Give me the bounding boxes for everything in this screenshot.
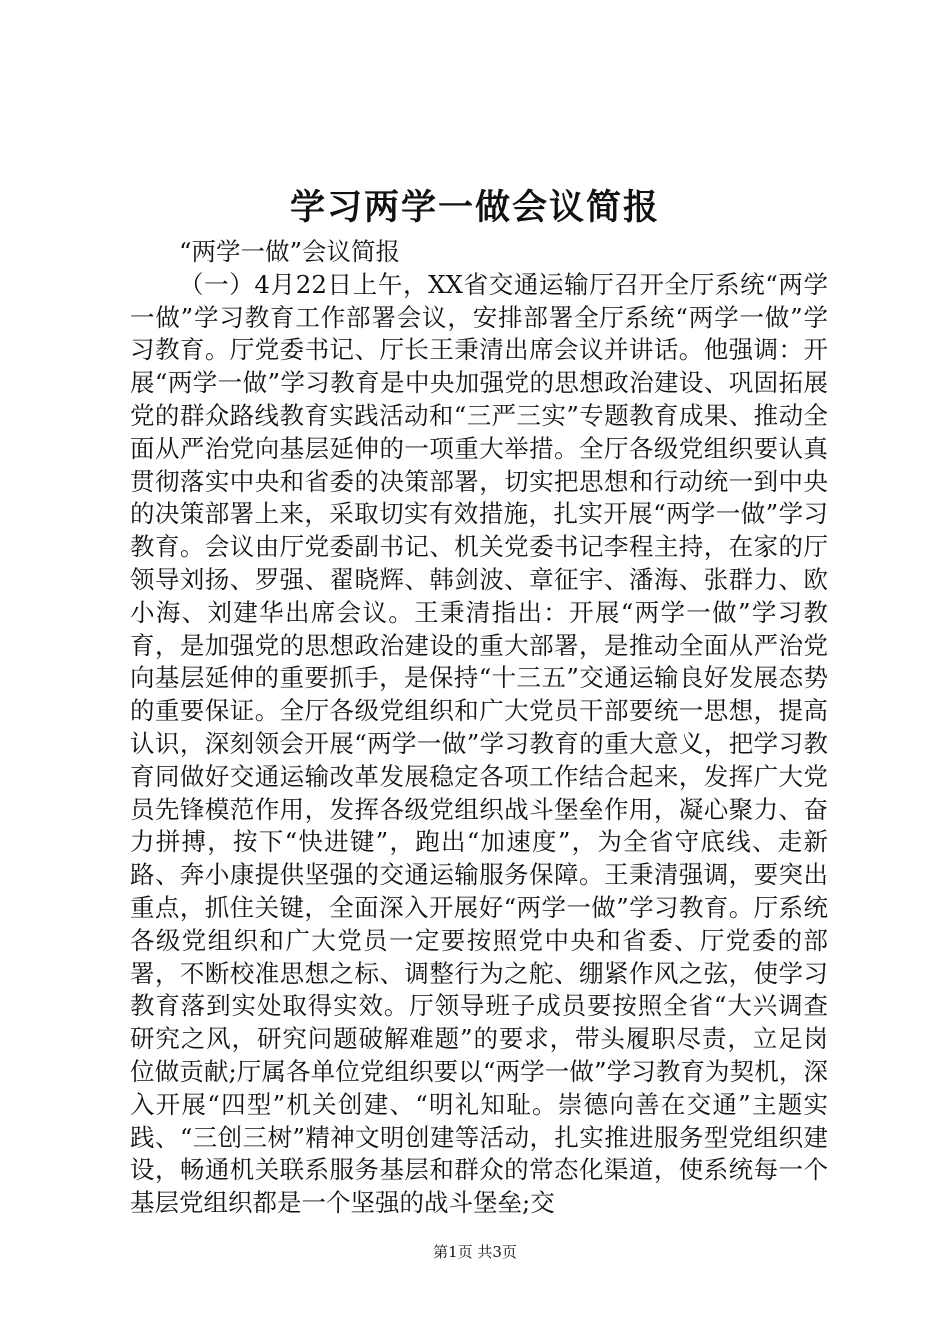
page-footer: 第1页 共3页 bbox=[433, 1243, 517, 1261]
body-paragraph: （一）4月22日上午，XX省交通运输厅召开全厅系统“两学一做”学习教育工作部署会议，安排部署全厅系统“两学一做”学习教育。厅党委书记、厅长王秉清出席会议并讲话。他强调：开展“两学一做”学习教育是中央加强党的思想政治建设、巩固拓展党的群众路线教育实践活动和“三严三实”专题教育成果、推动全面从严治党向基层延伸的一项重大举措。全厅各级党组织要认真贯彻落实中央和省委的决策部署，切实把思想和行动统一到中央的决策部署上来，采取切实有效措施，扎实开展“两学一做”学习教育。会议由厅党委副书记、机关党委书记李程主持，在家的厅领导刘扬、罗强、翟晓辉、韩剑波、章征宇、潘海、张群力、欧小海、刘建华出席会议。王秉清指出：开展“两学一做”学习教育，是加强党的思想政治建设的重大部署，是推动全面从严治党向基层延伸的重要抓手，是保持“十三五”交通运输良好发展态势的重要保证。全厅各级党组织和广大党员干部要统一思想，提高认识，深刻领会开展“两学一做”学习教育的重大意义，把学习教育同做好交通运输改革发展稳定各项工作结合起来，发挥广大党员先锋模范作用，发挥各级党组织战斗堡垒作用，凝心聚力、奋力拼搏，按下“快进键”，跑出“加速度”，为全省守底线、走新路、奔小康提供坚强的交通运输服务保障。王秉清强调，要突出重点，抓住关键，全面深入开展好“两学一做”学习教育。厅系统各级党组织和广大党员一定要按照党中央和省委、厅党委的部署，不断校准思想之标、调整行为之舵、绷紧作风之弦，使学习教育落到实处取得实效。厅领导班子成员要按照全省“大兴调查研究之风，研究问题破解难题”的要求，带头履职尽责，立足岗位做贡献;厅属各单位党组织要以“两学一做”学习教育为契机，深入开展“四型”机关创建、“明礼知耻。崇德向善在交通”主题实践、“三创三树”精神文明创建等活动，扎实推进服务型党组织建设，畅通机关联系服务基层和群众的常态化渠道，使系统每一个基层党组织都是一个坚强的战斗堡垒;交 bbox=[130, 269, 828, 1218]
subtitle-paragraph: “两学一做”会议简报 bbox=[179, 237, 401, 266]
document-body bbox=[130, 236, 828, 1220]
document-title: 学习两学一做会议简报 bbox=[289, 187, 660, 228]
